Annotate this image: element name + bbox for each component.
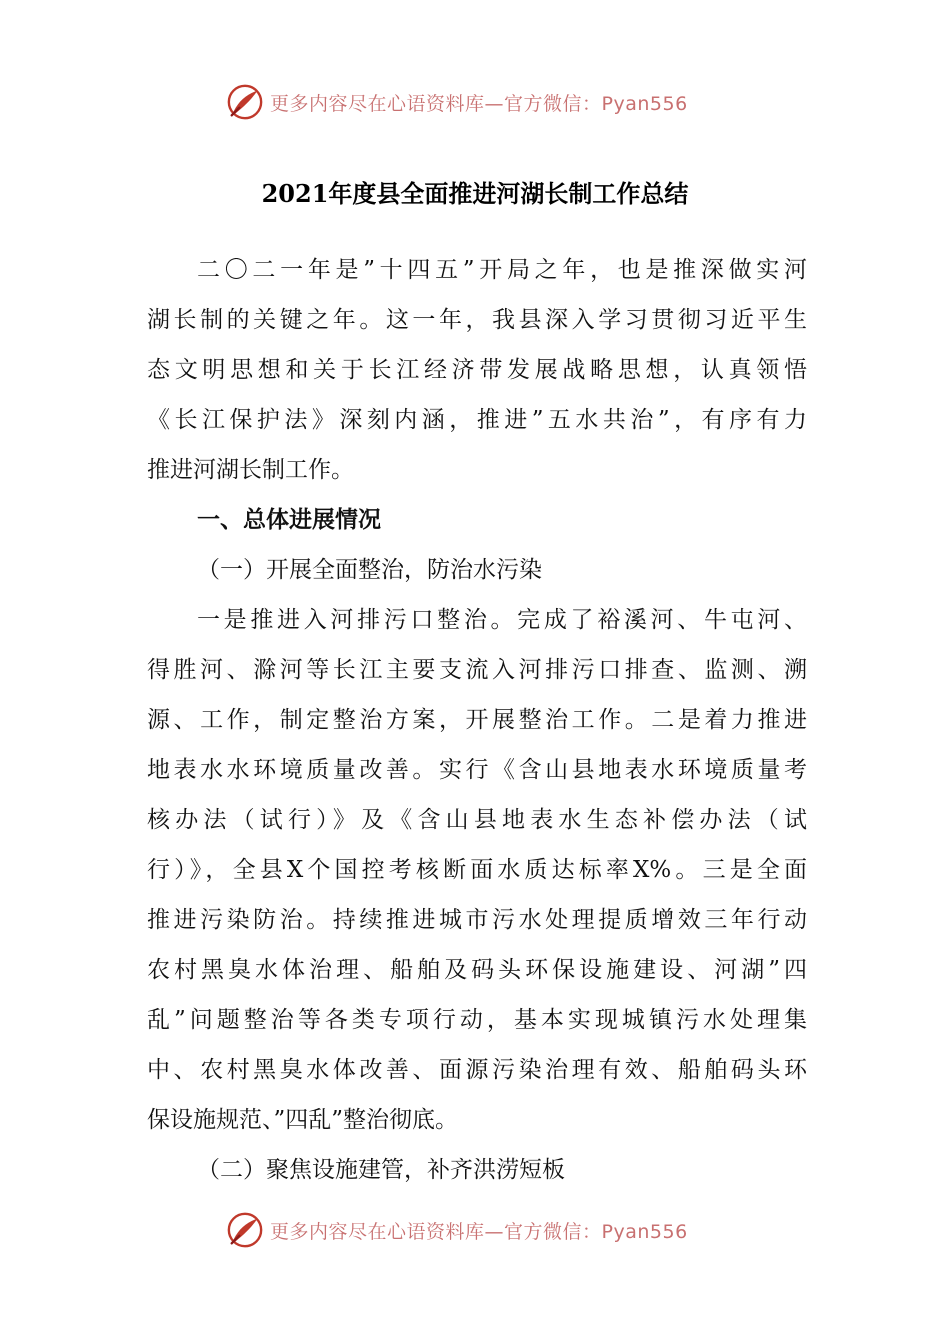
paragraph-line: 推进污染防治。持续推进城市污水处理提质增效三年行动 <box>147 907 807 933</box>
watermark-banner-top <box>226 82 746 122</box>
paragraph-line: 一是推进入河排污口整治。完成了裕溪河、牛屯河、 <box>197 607 807 633</box>
subsection-heading: （二）聚焦设施建管，补齐洪涝短板 <box>197 1157 565 1183</box>
paragraph-line: 农村黑臭水体治理、船舶及码头环保设施建设、河湖”四 <box>147 957 807 983</box>
paragraph-line: 二〇二一年是”十四五”开局之年，也是推深做实河 <box>197 257 807 283</box>
paragraph-line: 态文明思想和关于长江经济带发展战略思想，认真领悟 <box>147 357 807 383</box>
paragraph-line: 推进河湖长制工作。 <box>147 457 354 483</box>
paragraph-line: 《长江保护法》深刻内涵，推进”五水共治”，有序有力 <box>147 407 807 433</box>
paragraph-line: 源、工作，制定整治方案，开展整治工作。二是着力推进 <box>147 707 807 733</box>
subsection-heading: （一）开展全面整治，防治水污染 <box>197 557 542 583</box>
watermark-banner-bottom <box>226 1210 746 1250</box>
paragraph-line: 湖长制的关键之年。这一年，我县深入学习贯彻习近平生 <box>147 307 807 333</box>
paragraph-line: 乱”问题整治等各类专项行动，基本实现城镇污水处理集 <box>147 1007 807 1033</box>
watermark-text: 更多内容尽在心语资料库—官方微信：Pyan556 <box>270 92 688 115</box>
paragraph-line: 核办法（试行）》及《含山县地表水生态补偿办法（试 <box>147 807 807 833</box>
paragraph-line: 地表水水环境质量改善。实行《含山县地表水环境质量考 <box>147 757 807 783</box>
watermark-text: 更多内容尽在心语资料库—官方微信：Pyan556 <box>270 1220 688 1243</box>
paragraph-line: 保设施规范、”四乱”整治彻底。 <box>147 1107 459 1133</box>
paragraph-line: 行）》，全县X个国控考核断面水质达标率X%。三是全面 <box>147 857 807 883</box>
document-title: 2021年度县全面推进河湖长制工作总结 <box>261 179 689 208</box>
paragraph-line: 中、农村黑臭水体改善、面源污染治理有效、船舶码头环 <box>147 1057 807 1083</box>
pen-logo-icon <box>226 83 264 121</box>
paragraph-line: 得胜河、滁河等长江主要支流入河排污口排查、监测、溯 <box>147 657 807 683</box>
pen-logo-icon <box>226 1211 264 1249</box>
section-heading: 一、总体进展情况 <box>197 507 381 533</box>
